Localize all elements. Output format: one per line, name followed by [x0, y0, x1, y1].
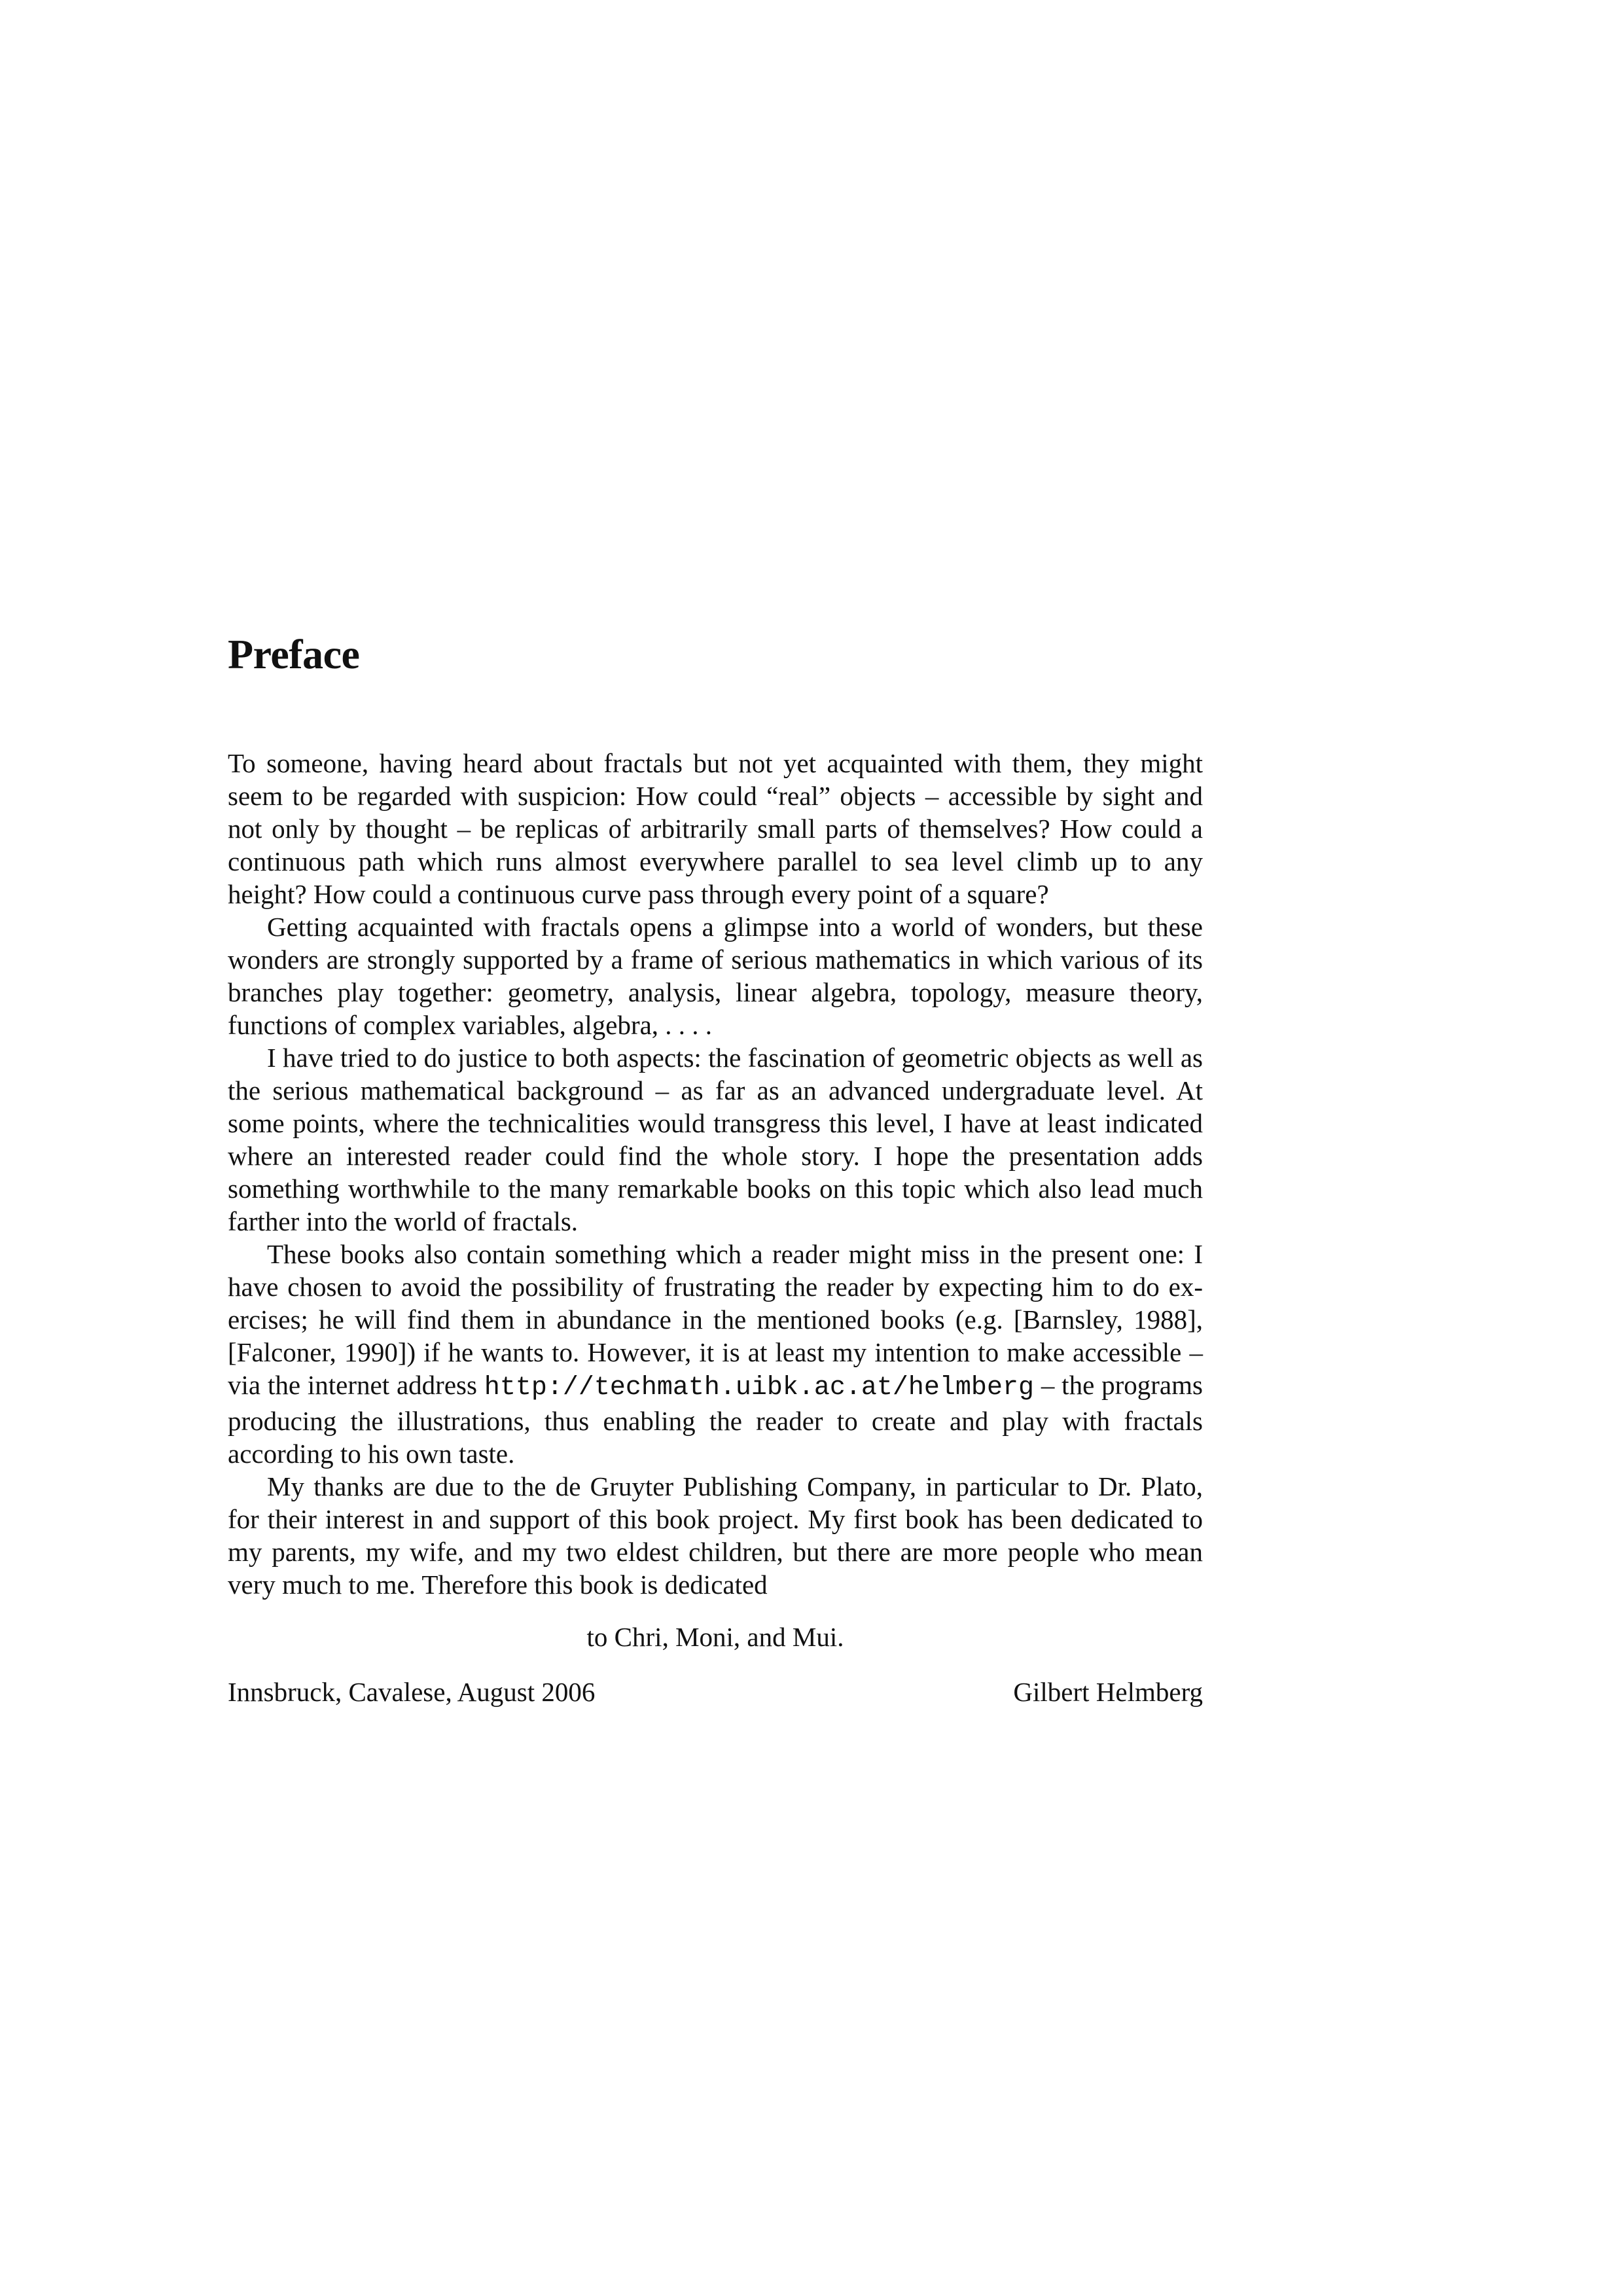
paragraph-1: To someone, having heard about fractals but not yet acquainted with them, they might seem to be regarded with suspicion: How could “real” objects – accessible by sight and not only by thought – be replicas of arbitrarily small parts of themselves? How could a continuous path which runs almost everywhere parallel to sea level climb up to any height? How could a continuous curve pass through every point of a square? [228, 748, 1203, 909]
paragraph-4 [228, 1238, 1203, 1470]
place-date: Innsbruck, Cavalese, August 2006 [228, 1677, 596, 1707]
paragraph-4-text-before-link: These books also contain something which a reader might miss in the present one: I have chosen to avoid the possibility of frustrating the reader by expecting him to do exercises; he will find them in abundance in the mentioned books (e.g. [Barnsley, 1988], [Falconer, 1990]) if he wants to. However, it is at least my intention to make accessible – via the internet address [228, 1239, 1203, 1400]
paragraph-4-text-after-link: – the programs producing the illustrations, thus enabling the reader to create and play with fractals according to his own taste. [228, 1370, 1203, 1469]
internet-address-link: http://techmath.uibk.ac.at/helmberg [484, 1373, 1034, 1403]
preface-content [228, 625, 1203, 1708]
page-title: Preface [228, 631, 360, 677]
signature-row [228, 1676, 1203, 1708]
author-name: Gilbert Helmberg [1013, 1677, 1203, 1707]
dedication: to Chri, Moni, and Mui. [586, 1622, 844, 1652]
paragraph-5: My thanks are due to the de Gruyter Publishing Company, in particular to Dr. Plato, for their interest in and support of this book project. My first book has been dedicated to my parents, my wife, and my two eldest children, but there are more people who mean very much to me. Therefore this book is dedicated [228, 1471, 1203, 1600]
paragraph-2: Getting acquainted with fractals opens a glimpse into a world of wonders, but these wonders are strongly supported by a frame of serious mathematics in which various of its branches play together: geometry, analysis, linear algebra, topology, measure theory, functions of complex variables, algebra, . . . . [228, 912, 1203, 1040]
preface-body [228, 747, 1203, 1601]
paragraph-3: I have tried to do justice to both aspects: the fascination of geometric objects as well as the serious mathematical background – as far as an advanced undergraduate level. At some points, where the technicalities would transgress this level, I have at least indicated where an interested reader could find the whole story. I hope the presentation adds something worthwhile to the many remarkable books on this topic which also lead much farther into the world of fractals. [228, 1043, 1203, 1236]
